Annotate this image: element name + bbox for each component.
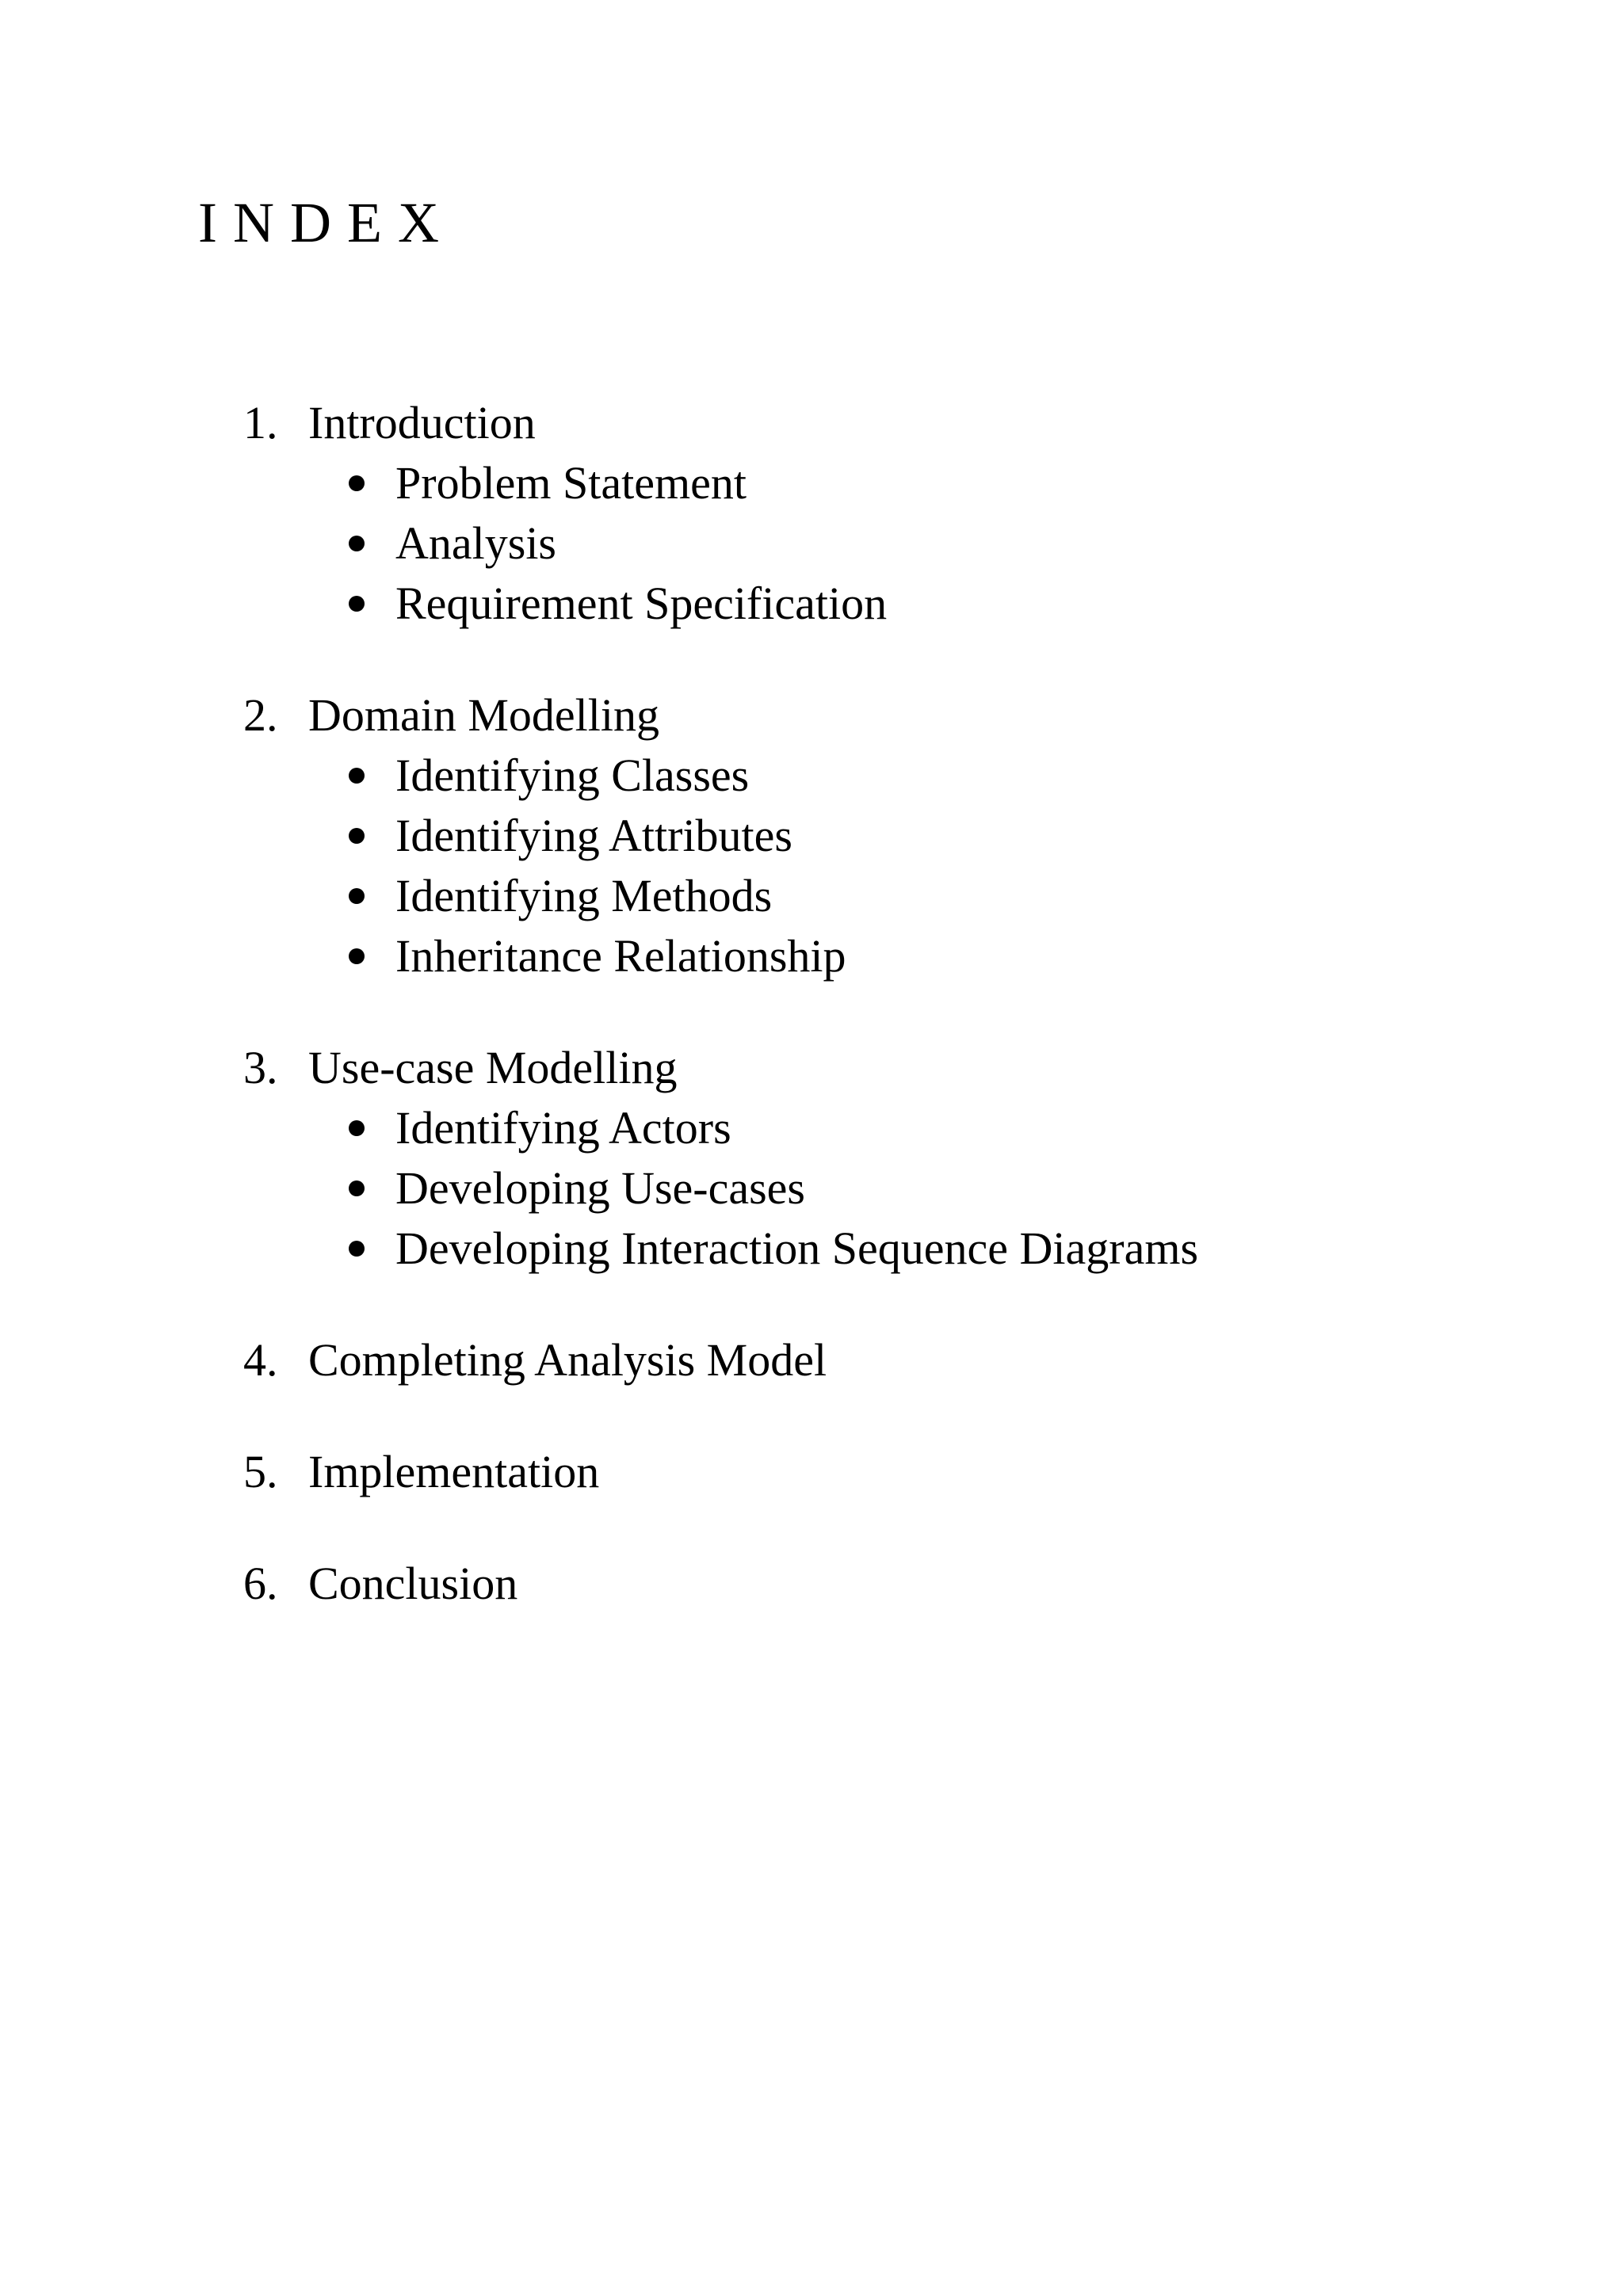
bullet-icon (349, 888, 365, 904)
subsection-item (0, 513, 1623, 574)
subsection-list (0, 1098, 1623, 1279)
subsection-item (0, 1219, 1623, 1279)
subsection-label: Problem Statement (395, 457, 747, 509)
subsection-label: Identifying Attributes (395, 810, 792, 861)
section-heading (0, 1330, 1623, 1390)
section-number: 1. (243, 397, 278, 448)
toc-section (0, 393, 1623, 634)
subsection-label: Identifying Methods (395, 870, 773, 921)
subsection-list (0, 453, 1623, 634)
subsection-label: Analysis (395, 517, 556, 569)
toc-section (0, 685, 1623, 986)
bullet-icon (349, 536, 365, 551)
toc-section (0, 1554, 1623, 1614)
subsection-item (0, 574, 1623, 634)
bullet-icon (349, 1120, 365, 1136)
subsection-item (0, 1158, 1623, 1219)
subsection-label: Developing Interaction Sequence Diagrams (395, 1222, 1199, 1274)
bullet-icon (349, 828, 365, 844)
section-heading (0, 393, 1623, 453)
section-heading (0, 685, 1623, 746)
section-heading (0, 1038, 1623, 1098)
bullet-icon (349, 596, 365, 612)
section-number: 6. (243, 1558, 278, 1609)
section-title: Introduction (308, 397, 536, 448)
bullet-icon (349, 475, 365, 491)
subsection-item (0, 746, 1623, 806)
subsection-label: Requirement Specification (395, 578, 888, 629)
section-title: Use-case Modelling (308, 1042, 678, 1093)
bullet-icon (349, 948, 365, 964)
subsection-item (0, 806, 1623, 866)
subsection-item (0, 926, 1623, 986)
section-heading (0, 1442, 1623, 1502)
subsection-label: Inheritance Relationship (395, 930, 846, 982)
section-heading (0, 1554, 1623, 1614)
section-number: 2. (243, 689, 278, 741)
table-of-contents (0, 393, 1623, 1665)
page-title: INDEX (198, 191, 455, 254)
subsection-list (0, 746, 1623, 986)
section-number: 4. (243, 1334, 278, 1386)
subsection-label: Identifying Actors (395, 1102, 731, 1154)
bullet-icon (349, 1241, 365, 1257)
toc-section (0, 1330, 1623, 1390)
subsection-item (0, 866, 1623, 926)
section-number: 5. (243, 1446, 278, 1497)
subsection-label: Developing Use-cases (395, 1162, 805, 1214)
subsection-item (0, 453, 1623, 513)
section-title: Domain Modelling (308, 689, 660, 741)
section-title: Completing Analysis Model (308, 1334, 827, 1386)
section-title: Implementation (308, 1446, 600, 1497)
toc-section (0, 1442, 1623, 1502)
subsection-label: Identifying Classes (395, 749, 750, 801)
bullet-icon (349, 1180, 365, 1196)
subsection-item (0, 1098, 1623, 1158)
bullet-icon (349, 768, 365, 784)
section-number: 3. (243, 1042, 278, 1093)
toc-section (0, 1038, 1623, 1279)
section-title: Conclusion (308, 1558, 518, 1609)
